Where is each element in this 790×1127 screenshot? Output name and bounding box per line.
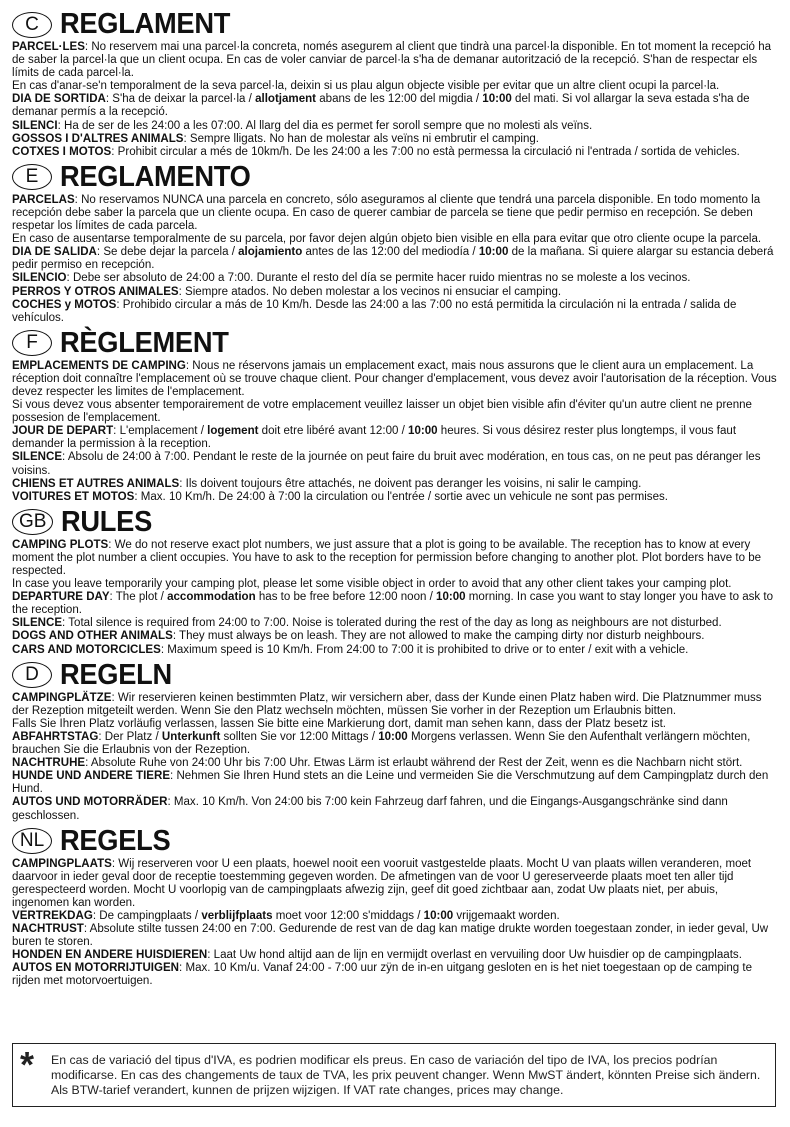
rule-text: : De campingplaats / <box>92 909 202 922</box>
language-badge: C <box>12 12 52 38</box>
section-title: RÈGLEMENT <box>60 326 229 359</box>
section-body <box>12 858 778 989</box>
rule-paragraph <box>12 272 778 285</box>
rule-text: : L'emplacement / <box>113 425 208 438</box>
language-badge: GB <box>12 509 53 535</box>
rule-paragraph <box>12 491 778 504</box>
rule-text: : Se debe dejar la parcela / <box>96 246 239 259</box>
rule-text: : Absolu de 24:00 à 7:00. Pendant le reste de la journée on peut faire du bruit avec modération, en tous cas, on ne peut pas déranger les voisins. <box>12 451 761 477</box>
rule-label: HONDEN EN ANDERE HUISDIEREN <box>12 949 208 962</box>
rule-paragraph <box>12 194 778 233</box>
language-badge: D <box>12 662 52 688</box>
rule-label: CARS AND MOTORCICLES <box>12 643 161 656</box>
section-gb <box>12 506 778 657</box>
rule-text: morning. In case you want to stay longer you have to ask to the reception. <box>12 591 774 617</box>
rule-label: VERTREKDAG <box>12 909 93 922</box>
language-badge: NL <box>12 828 52 854</box>
rule-bold: 10:00 <box>378 730 408 743</box>
section-f <box>12 327 778 504</box>
rule-paragraph <box>12 399 778 425</box>
rule-text: : Nous ne réservons jamais un emplacement exact, mais nous assurons que le client aura un emplacement. La réception doit connaître l'emplacement où se trouve chaque client. Pour changer d'emplacement, vous devez avoir l'autorisation de la réception. Vous devez respecter les limites de l'emplacement. <box>12 359 777 398</box>
rule-label: HUNDE UND ANDERE TIERE <box>12 770 171 783</box>
section-heading <box>12 327 778 360</box>
rule-label: DEPARTURE DAY <box>12 591 110 604</box>
rule-text: : Total silence is required from 24:00 to 7:00. Noise is tolerated during the rest of the day as long as neighbours are not disturbed. <box>62 617 722 630</box>
rule-paragraph <box>12 617 778 630</box>
rule-bold: Unterkunft <box>161 730 221 743</box>
vat-note-text: En cas de variació del tipus d'IVA, es podrien modificar els preus. En caso de variación del tipo de IVA, los precios podrían modificarse. En cas des changements de taux de TVA, les prix peuvent changer. Wenn MwST ändert, könnten Preise sich ändern. Als BTW-tarief verandert, kunnen de prijzen wijzigen. If VAT rate changes, prices may change. <box>51 1053 761 1098</box>
rule-label: CHIENS ET AUTRES ANIMALS <box>12 477 180 490</box>
rule-paragraph <box>12 146 778 159</box>
rule-paragraph <box>12 949 778 962</box>
rule-label: ABFAHRTSTAG <box>12 730 99 743</box>
rule-paragraph <box>12 910 778 923</box>
rule-paragraph <box>12 591 778 617</box>
rule-text: Si vous devez vous absenter temporairement de votre emplacement veuillez laisser un objet bien visible afin d'éviter qu'un autre client ne prenne possesion de l'emplacement. <box>12 399 752 425</box>
section-heading <box>12 161 778 194</box>
rule-paragraph <box>12 246 778 272</box>
rule-text: : Max. 10 Km/u. Vanaf 24:00 - 7:00 uur zÿn de in-en uitgang gesloten en is het niet toegestaan op de camping te rijden met motorvoertuigen. <box>12 962 753 988</box>
rule-paragraph <box>12 41 778 80</box>
rule-label: VOITURES ET MOTOS <box>12 490 135 503</box>
rule-label: COTXES I MOTOS <box>12 145 112 158</box>
rule-text: moet voor 12:00 s'middags / <box>272 909 424 922</box>
rule-bold: allotjament <box>255 93 317 106</box>
rule-text: : Absolute stilte tussen 24:00 en 7:00. Gedurende de rest van de dag kan matige drukte worden toegestaan zonder, in ieder geval, Uw buren te storen. <box>12 923 769 949</box>
rule-text: : No reservamos NUNCA una parcela en concreto, sólo aseguramos al cliente que tendrá una parcela disponible. En todo momento la recepción debe saber la parcela que un cliente ocupa. En caso de querer cambiar de parcela se tiene que pedir permiso en recepción. Se deben respetar los límites de cada parcela. <box>12 193 761 233</box>
rule-paragraph <box>12 692 778 718</box>
section-title: RULES <box>61 505 153 538</box>
rule-text: : Ils doivent toujours être attachés, ne doivent pas deranger les voisins, ni salir le camping. <box>179 477 642 490</box>
rule-text: In case you leave temporarily your camping plot, please let some visible object in order to avoid that any other client takes your camping plot. <box>12 578 732 591</box>
rule-paragraph <box>12 478 778 491</box>
rule-paragraph <box>12 120 778 133</box>
rule-bold: 10:00 <box>423 909 454 922</box>
rule-paragraph <box>12 286 778 299</box>
asterisk-icon: * <box>20 1044 35 1085</box>
section-heading <box>12 8 778 41</box>
rule-label: JOUR DE DEPART <box>12 425 114 438</box>
rule-label: GOSSOS I D'ALTRES ANIMALS <box>12 132 184 145</box>
rule-text: : Max. 10 Km/h. Von 24:00 bis 7:00 kein Fahrzeug darf fahren, und die Eingangs-Ausgangschränke sind dann geschlossen. <box>12 796 728 822</box>
rule-text: doit etre libéré avant 12:00 / <box>258 425 409 438</box>
section-body <box>12 539 778 657</box>
rule-text: sollten Sie vor 12:00 Mittags / <box>220 730 379 743</box>
rule-paragraph <box>12 360 778 399</box>
rule-bold: accommodation <box>167 591 256 604</box>
language-badge: F <box>12 330 52 356</box>
rule-paragraph <box>12 80 778 93</box>
rule-paragraph <box>12 539 778 578</box>
rule-paragraph <box>12 770 778 796</box>
section-heading <box>12 506 778 539</box>
rule-text: : The plot / <box>109 591 168 604</box>
rule-label: AUTOS EN MOTORRIJTUIGEN <box>12 962 180 975</box>
rule-paragraph <box>12 644 778 657</box>
rule-bold: 10:00 <box>482 93 512 106</box>
rule-paragraph <box>12 796 778 822</box>
section-heading <box>12 659 778 692</box>
rule-text: En caso de ausentarse temporalmente de su parcela, por favor dejen algún objeto bien visible en ella para evitar que otro cliente ocupe la parcela. <box>12 233 762 246</box>
rule-text: : No reservem mai una parcel·la concreta, només asegurem al client que tindrà una parcel·la disponible. En tot moment la recepció ha de saber la parcel·la que un client ocupa. En cas de voler canviar de parcel·la s'ha de demanar autorització de la recepció. S'han de respectar els límits de cada parcel·la. <box>12 41 772 80</box>
rule-text: : S'ha de deixar la parcel·la / <box>105 93 256 106</box>
rule-text: de la mañana. Si quiere alargar su estancia deberá pedir permiso en recepción. <box>12 246 774 272</box>
rule-text: has to be free before 12:00 noon / <box>255 591 437 604</box>
rule-text: Morgens verlassen. Wenn Sie den Aufenthalt verlängern möchten, brauchen Sie die Erlaubnis von der Rezeption. <box>12 730 751 757</box>
rule-text: : Prohibit circular a més de 10km/h. De les 24:00 a les 7:00 no està permessa la circulació ni l'entrada / sortida de vehicles. <box>111 145 740 158</box>
rule-text: abans de les 12:00 del migdia / <box>316 93 483 106</box>
rule-label: NACHTRUHE <box>12 757 86 770</box>
rule-text: heures. Si vous désirez rester plus longtemps, il vous faut demander la permission à la reception. <box>12 425 737 451</box>
rule-paragraph <box>12 578 778 591</box>
rule-paragraph <box>12 757 778 770</box>
rule-paragraph <box>12 425 778 451</box>
section-body <box>12 692 778 823</box>
section-body <box>12 41 778 159</box>
rule-text: : Prohibido circular a más de 10 Km/h. Desde las 24:00 a las 7:00 no está permitida la circulación ni la entrada / salida de vehículos. <box>12 298 737 324</box>
rule-text: : Nehmen Sie Ihren Hund stets an die Leine und vermeiden Sie die Verschmutzung auf dem Campingplatz durch den Hund. <box>12 770 769 796</box>
rule-text: : Laat Uw hond altijd aan de lijn en vermijdt overlast en vervuiling door Uw huisdier op de campingplaats. <box>207 949 742 962</box>
rule-paragraph <box>12 858 778 910</box>
rule-paragraph <box>12 923 778 949</box>
rule-paragraph <box>12 718 778 731</box>
vat-note-box <box>12 1043 776 1107</box>
rule-label: CAMPINGPLAATS <box>12 857 112 870</box>
rule-label: COCHES y MOTOS <box>12 298 117 311</box>
rule-label: SILENCI <box>12 119 58 132</box>
rule-paragraph <box>12 233 778 246</box>
section-heading <box>12 825 778 858</box>
rule-paragraph <box>12 451 778 477</box>
rule-text: : They must always be on leash. They are not allowed to make the camping dirty nor disturb neighbours. <box>172 630 705 643</box>
rule-label: EMPLACEMENTS DE CAMPING <box>12 359 186 372</box>
rule-bold: alojamiento <box>238 246 303 259</box>
rule-label: CAMPING PLOTS <box>12 538 109 551</box>
rule-text: Falls Sie Ihren Platz vorläufig verlassen, lassen Sie bitte eine Markierung dort, damit man sehen kann, dass der Platz besetz ist. <box>12 717 667 730</box>
rule-label: NACHTRUST <box>12 923 84 936</box>
rule-text: vrijgemaakt worden. <box>453 909 560 922</box>
rule-label: DIA DE SORTIDA <box>12 93 106 106</box>
section-title: REGELN <box>60 658 172 691</box>
rule-text: antes de las 12:00 del mediodía / <box>302 246 479 259</box>
section-title: REGLAMENT <box>60 8 231 40</box>
rule-bold: 10:00 <box>436 591 466 604</box>
rule-text: : Der Platz / <box>98 730 162 743</box>
section-title: REGELS <box>60 824 171 857</box>
rule-bold: 10:00 <box>478 246 509 259</box>
rule-label: PARCEL·LES <box>12 41 85 53</box>
section-nl <box>12 825 778 989</box>
rule-paragraph <box>12 93 778 119</box>
rule-label: CAMPINGPLÄTZE <box>12 691 112 704</box>
rule-label: SILENCIO <box>12 272 67 285</box>
rule-bold: logement <box>207 425 259 438</box>
rule-text: : Ha de ser de les 24:00 a les 07:00. Al llarg del dia es permet fer soroll sempre que no molesti als veïns. <box>57 119 593 132</box>
rule-label: PARCELAS <box>12 193 75 206</box>
rule-text: : Absolute Ruhe von 24:00 Uhr bis 7:00 Uhr. Etwas Lärm ist erlaubt während der Rest der Zeit, wenn es die Nachbarn nicht stört. <box>85 757 743 770</box>
rule-bold: 10:00 <box>408 425 438 438</box>
rule-text: : Sempre lligats. No han de molestar als veïns ni embrutir el camping. <box>183 132 540 145</box>
rule-text: : Siempre atados. No deben molestar a los vecinos ni ensuciar el camping. <box>178 285 562 298</box>
section-d <box>12 659 778 823</box>
rule-label: SILENCE <box>12 451 63 464</box>
rule-label: SILENCE <box>12 617 63 630</box>
rule-label: PERROS Y OTROS ANIMALES <box>12 285 179 298</box>
rule-label: AUTOS UND MOTORRÄDER <box>12 796 168 809</box>
rule-text: : We do not reserve exact plot numbers, we just assure that a plot is going to be available. The reception has to know at every moment the plot number a client occupies. You have to ask to the reception for permission before changing to another plot. Plot borders have to be respected. <box>12 538 762 577</box>
rule-text: : Maximum speed is 10 Km/h. From 24:00 to 7:00 it is prohibited to drive or to enter / exit with a vehicle. <box>160 643 689 656</box>
rules-sections <box>12 8 778 989</box>
rule-text: : Max. 10 Km/h. De 24:00 à 7:00 la circulation ou l'entrée / sortie avec un vehicule ne sont pas permises. <box>134 490 668 503</box>
language-badge: E <box>12 164 52 190</box>
rule-text: : Debe ser absoluto de 24:00 a 7:00. Durante el resto del día se permite hacer ruido mientras no se moleste a los vecinos. <box>66 272 691 285</box>
rule-label: DIA DE SALIDA <box>12 246 97 259</box>
rule-label: DOGS AND OTHER ANIMALS <box>12 630 173 643</box>
rule-paragraph <box>12 962 778 988</box>
rule-paragraph <box>12 731 778 757</box>
section-c <box>12 8 778 159</box>
rule-paragraph <box>12 299 778 325</box>
section-e <box>12 161 778 325</box>
section-body <box>12 194 778 325</box>
rule-bold: verblijfplaats <box>201 909 273 922</box>
rule-paragraph <box>12 133 778 146</box>
rule-text: : Wir reservieren keinen bestimmten Platz, wir versichern aber, dass der Kunde einen Platz haben wird. Die Platznummer muss der Rezeption mitgeteilt werden. Wenn Sie den Platz wechseln möchten, müssen Sie vorher in der Rezeption um Erlaubnis bitten. <box>12 691 762 717</box>
rule-paragraph <box>12 630 778 643</box>
section-title: REGLAMENTO <box>60 160 251 193</box>
rule-text: : Wij reserveren voor U een plaats, hoewel nooit een vooruit vastgestelde plaats. Mocht U van plaats willen veranderen, moet daarvoor in ieder geval door de receptie toestemming gegeven worden. De afmetingen van de voor U gereserveerde plaats moet ten aller tijd gerespecteerd worden. Mocht U voorlopig van de campingplaats afwezig zijn, geef dit goed zichtbaar aan, zodat Uw plaats niet, per abuis, ingenomen kan worden. <box>12 857 752 909</box>
rule-text: del mati. Si vol allargar la seva estada s'ha de demanar permís a la recepció. <box>12 93 750 119</box>
section-body <box>12 360 778 504</box>
rule-text: En cas d'anar-se'n temporalment de la seva parcel·la, deixin si us plau algun objecte visible per evitar que un altre client ocupi la parcel·la. <box>12 80 720 93</box>
